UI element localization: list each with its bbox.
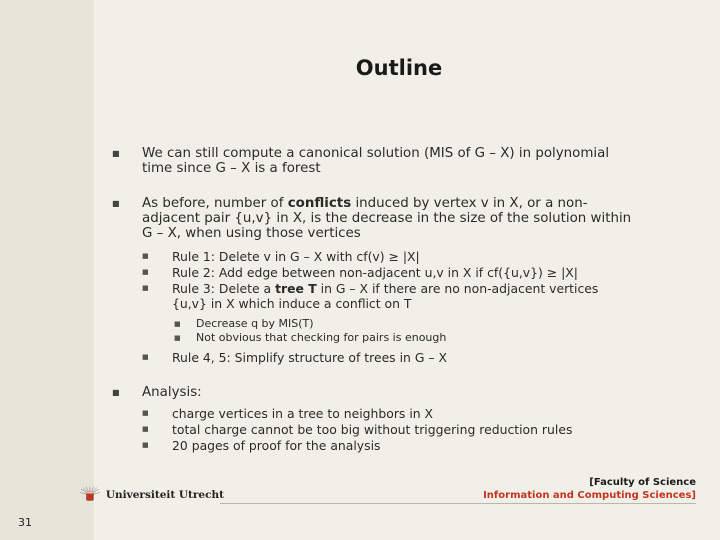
sun-crest-icon: [80, 478, 100, 512]
bullet-text-bold: conflicts: [287, 196, 352, 211]
rule-3-note-a: [174, 317, 632, 331]
slide-content: [112, 146, 632, 454]
rule-3: [142, 281, 632, 311]
bullet-text-post: induced by vertex v in X, or a non-adjacent pair {u,v} in X, is the decrease in the size of the solution within G – X, when using those vertices: [142, 196, 632, 241]
rule-text-pre: Rule 3: Delete a: [172, 281, 276, 296]
rule-text-post: in G – X if there are no non-adjacent vertices {u,v} in X which induce a conflict on T: [172, 281, 599, 311]
analysis-item-2: [142, 422, 632, 437]
rule-text: Rule 2: Add edge between non-adjacent u,v in X if cf({u,v}) ≥ |X|: [172, 265, 578, 280]
university-name: Universiteit Utrecht: [105, 489, 224, 501]
rule-2: [142, 265, 632, 280]
bullet-marker: ■: [142, 353, 149, 361]
faculty-label: [483, 476, 696, 502]
bullet-text: We can still compute a canonical solution (MIS of G – X) in polynomial time since G – X is a forest: [142, 146, 610, 176]
bullet-marker: ■: [142, 441, 149, 449]
analysis-item-1: [142, 406, 632, 421]
analysis-list: [112, 406, 632, 453]
page-number: 31: [18, 516, 32, 529]
analysis-text: total charge cannot be too big without triggering reduction rules: [172, 422, 573, 437]
bullet-marker: ■: [142, 425, 149, 433]
bullet-marker: ■: [142, 409, 149, 417]
rule-text: Rule 1: Delete v in G – X with cf(v) ≥ |X|: [172, 249, 420, 264]
slide-title: Outline: [355, 56, 443, 80]
bullet-analysis: [112, 385, 632, 453]
rule-4-5: [142, 350, 632, 365]
faculty-line-1: [Faculty of Science: [589, 477, 696, 488]
bullet-marker: ■: [174, 320, 181, 328]
note-text: Decrease q by MIS(T): [196, 317, 314, 330]
bullet-marker: ■: [112, 199, 120, 208]
rule-3-note-b: [174, 331, 632, 345]
bullet-marker: ■: [174, 334, 181, 342]
university-logo: [80, 478, 224, 512]
bullet-canonical-solution: [112, 146, 632, 176]
note-text: Not obvious that checking for pairs is enough: [196, 331, 447, 344]
rule-text-bold: tree T: [275, 281, 317, 296]
footer-divider: [220, 503, 696, 504]
bullet-text: Analysis:: [142, 385, 202, 400]
bullet-conflicts: [112, 196, 632, 365]
left-band: [0, 0, 94, 540]
bullet-text-pre: As before, number of: [142, 196, 288, 211]
bullet-marker: ■: [142, 268, 149, 276]
faculty-line-2: Information and Computing Sciences]: [483, 490, 696, 501]
bullet-marker: ■: [142, 252, 149, 260]
bullet-marker: ■: [112, 388, 120, 397]
bullet-marker: ■: [142, 284, 149, 292]
bullet-marker: ■: [112, 149, 120, 158]
rules-list: [112, 249, 632, 365]
analysis-text: 20 pages of proof for the analysis: [172, 438, 381, 453]
rule-1: [142, 249, 632, 264]
rule-text: Rule 4, 5: Simplify structure of trees in G – X: [172, 350, 447, 365]
analysis-item-3: [142, 438, 632, 453]
analysis-text: charge vertices in a tree to neighbors in X: [172, 406, 434, 421]
